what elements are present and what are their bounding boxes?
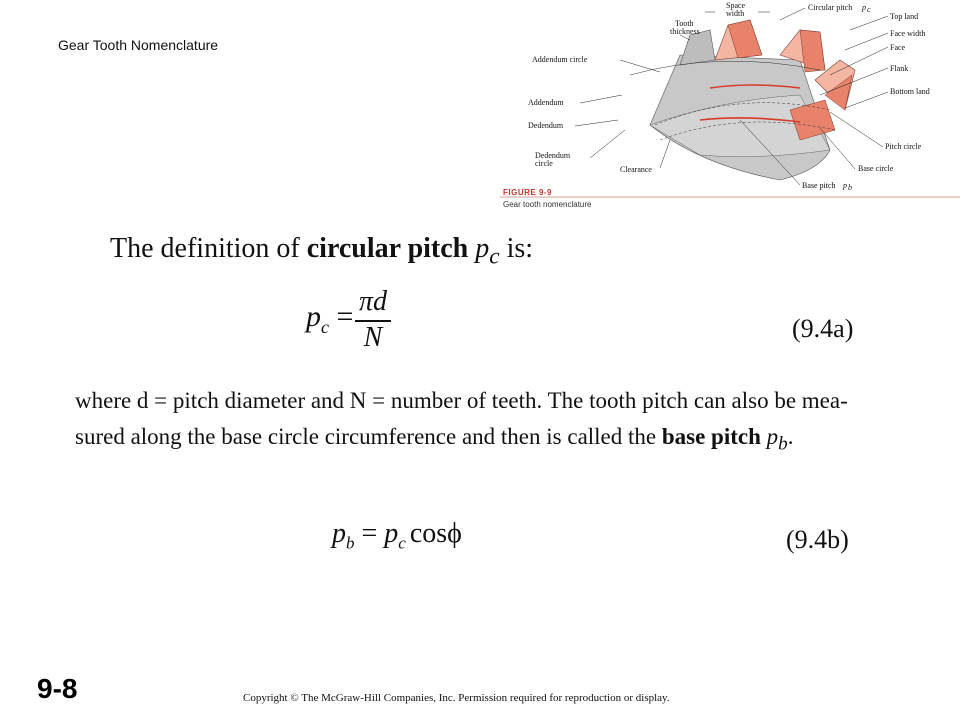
label-bottom-land: Bottom land <box>890 87 930 96</box>
slide-title: Gear Tooth Nomenclature <box>58 37 219 53</box>
definition-term: circular pitch <box>306 233 469 264</box>
paragraph-term: base pitch <box>661 424 761 449</box>
eq1-denominator: N <box>363 322 383 353</box>
eq1-lhs-symbol: p <box>306 300 321 333</box>
definition-line <box>110 233 533 271</box>
eq2-equals: = <box>354 518 385 549</box>
label-face-width: Face width <box>890 29 926 38</box>
label-dedendum-circle-1: Dedendum <box>535 151 571 160</box>
paragraph-line-1: where d = pitch diameter and N = number of teeth. The tooth pitch can also be mea- <box>75 388 848 413</box>
eq1-equals: = <box>336 300 354 333</box>
eq2-lhs-sub: b <box>346 533 355 553</box>
slide-number: 9-8 <box>37 673 78 704</box>
label-base-pitch-sub: b <box>848 183 852 192</box>
paragraph-line-2-prefix: sured along the base circle circumference and then is called the <box>75 424 662 449</box>
label-base-circle: Base circle <box>858 164 894 173</box>
label-tooth-thickness-1: Tooth <box>675 19 694 28</box>
label-space-width-2: width <box>726 9 745 18</box>
definition-symbol: p <box>475 233 490 264</box>
eq2-func: cos <box>409 518 448 549</box>
label-base-pitch-symbol: p <box>843 181 847 190</box>
eq1-lhs-sub: c <box>321 317 329 337</box>
label-flank: Flank <box>890 64 909 73</box>
label-circular-pitch-sub: c <box>867 5 871 14</box>
paragraph-end: . <box>787 424 794 449</box>
eq2-rhs: p <box>384 518 399 549</box>
eq1-lhs <box>306 300 353 338</box>
label-face: Face <box>890 43 906 52</box>
label-pitch-circle: Pitch circle <box>885 142 922 151</box>
eq2-label: (9.4b) <box>786 525 849 554</box>
eq2-angle: ϕ <box>447 518 462 549</box>
eq1-label: (9.4a) <box>792 314 854 343</box>
gear-tooth-figure <box>500 0 960 215</box>
label-top-land: Top land <box>890 12 919 21</box>
paragraph-symbol-sub: b <box>778 433 788 455</box>
definition-symbol-sub: c <box>489 243 500 270</box>
label-space-width-1: Space <box>726 1 746 10</box>
tooth-3-face <box>800 30 825 72</box>
eq2 <box>332 518 462 554</box>
eq2-rhs-sub: c <box>398 533 406 553</box>
eq1-fraction <box>355 286 391 354</box>
paragraph-symbol: p <box>766 424 779 449</box>
eq2-lhs: p <box>332 518 346 549</box>
copyright-notice: Copyright © The McGraw-Hill Companies, Inc. Permission required for reproduction or display. <box>243 692 670 704</box>
label-base-pitch: Base pitch <box>802 181 836 190</box>
figure-caption-head: FIGURE 9-9 <box>503 188 553 197</box>
figure-caption: Gear tooth nomenclature <box>503 200 592 209</box>
label-dedendum-circle-2: circle <box>535 159 553 168</box>
label-tooth-thickness-2: thickness <box>670 27 700 36</box>
explanation-paragraph <box>75 383 935 463</box>
label-clearance: Clearance <box>620 165 652 174</box>
definition-prefix: The definition of <box>110 233 307 264</box>
label-circular-pitch: Circular pitch <box>808 3 853 12</box>
label-addendum-circle: Addendum circle <box>532 55 588 64</box>
eq1-numerator: πd <box>355 286 391 322</box>
label-circular-pitch-symbol: p <box>862 3 866 12</box>
label-addendum: Addendum <box>528 98 564 107</box>
paragraph-line-2 <box>75 419 935 463</box>
label-dedendum: Dedendum <box>528 121 564 130</box>
definition-suffix: is: <box>499 233 534 264</box>
